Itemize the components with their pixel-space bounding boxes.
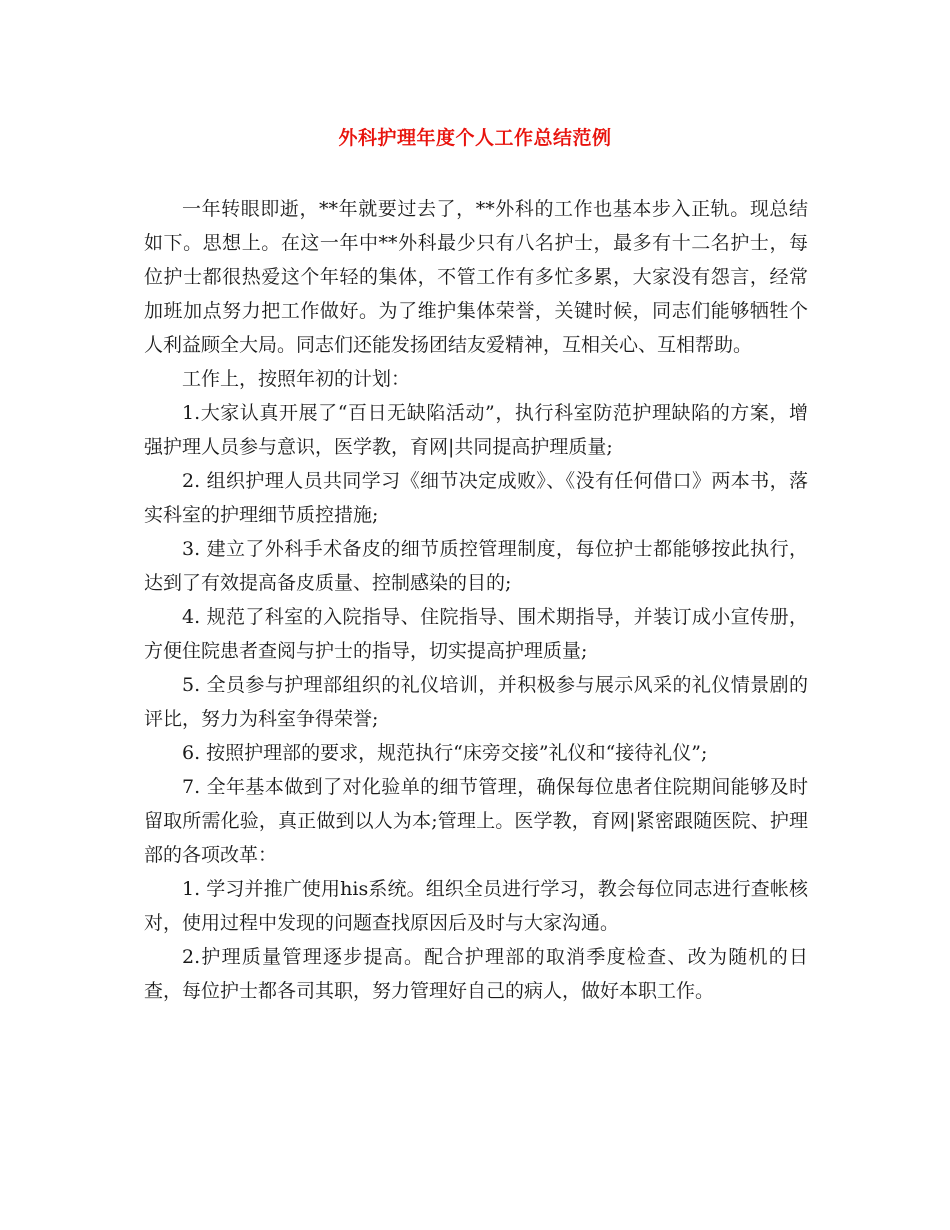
paragraph-intro: 一年转眼即逝，**年就要过去了，**外科的工作也基本步入正轨。现总结如下。思想上。在这一年中**外科最少只有八名护士，最多有十二名护士，每位护士都很热爱这个年轻的集体，不管工作有多忙多累，大家没有怨言，经常加班加点努力把工作做好。为了维护集体荣誉，关键时候，同志们能够牺牲个人利益顾全大局。同志们还能发扬团结友爱精神，互相关心、互相帮助。 [144,198,808,356]
paragraph-item-6: 6. 按照护理部的要求，规范执行“床旁交接”礼仪和“接待礼仪”; [182,742,708,764]
paragraph-item-2: 2. 组织护理人员共同学习《细节决定成败》、《没有任何借口》两本书，落实科室的护理细节质控措施; [144,470,808,526]
document-title: 外科护理年度个人工作总结范例 [338,127,612,149]
paragraph-management-1: 1. 学习并推广使用his系统。组织全员进行学习，教会每位同志进行查帐核对，使用过程中发现的问题查找原因后及时与大家沟通。 [144,878,808,934]
document-body [144,192,808,1008]
paragraph-item-3: 3. 建立了外科手术备皮的细节质控管理制度，每位护士都能够按此执行，达到了有效提高备皮质量、控制感染的目的; [144,538,808,594]
paragraph-work-heading: 工作上，按照年初的计划： [182,368,411,390]
paragraph-item-5: 5. 全员参与护理部组织的礼仪培训，并积极参与展示风采的礼仪情景剧的评比，努力为科室争得荣誉; [144,674,808,730]
paragraph-item-1: 1.大家认真开展了“百日无缺陷活动”，执行科室防范护理缺陷的方案，增强护理人员参与意识，医学教，育网|共同提高护理质量; [144,402,808,458]
paragraph-item-4: 4. 规范了科室的入院指导、住院指导、围术期指导，并装订成小宣传册，方便住院患者查阅与护士的指导，切实提高护理质量; [144,606,808,662]
paragraph-management-2: 2.护理质量管理逐步提高。配合护理部的取消季度检查、改为随机的日查，每位护士都各司其职，努力管理好自己的病人，做好本职工作。 [144,946,808,1002]
paragraph-item-7: 7. 全年基本做到了对化验单的细节管理，确保每位患者住院期间能够及时留取所需化验，真正做到以人为本;管理上。医学教，育网|紧密跟随医院、护理部的各项改革： [144,776,808,866]
